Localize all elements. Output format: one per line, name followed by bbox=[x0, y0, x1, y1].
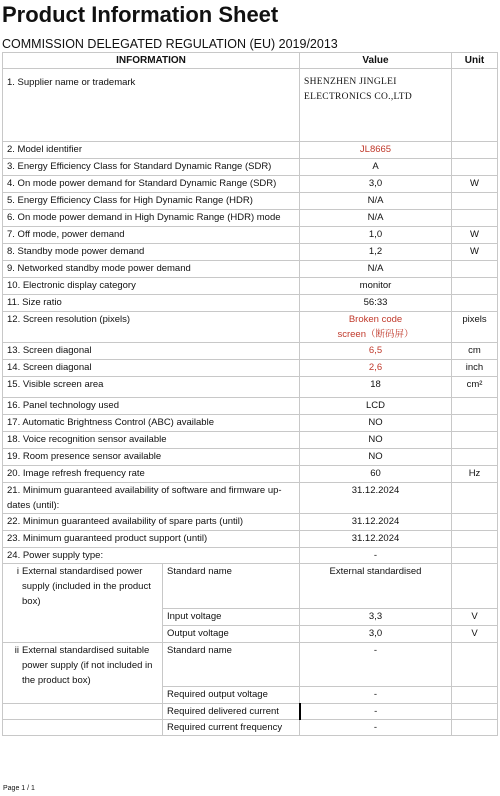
regulation-subtitle: COMMISSION DELEGATED REGULATION (EU) 2019/2013 bbox=[2, 37, 338, 51]
row-value: - bbox=[300, 548, 452, 564]
row-value: 18 bbox=[300, 377, 452, 398]
row-value bbox=[300, 69, 452, 142]
power-i-label: External standardised power supply (included in the product box) bbox=[22, 566, 151, 607]
power-i-output-voltage-label: Output voltage bbox=[163, 626, 300, 643]
row-label: 5. Energy Efficiency Class for High Dynamic Range (HDR) bbox=[3, 193, 300, 210]
row-unit: cm² bbox=[452, 377, 498, 398]
power-i-input-voltage-label: Input voltage bbox=[163, 609, 300, 626]
power-i-marker: i bbox=[16, 566, 19, 577]
row-label: 1. Supplier name or trademark bbox=[3, 69, 300, 142]
row-label: 16. Panel technology used bbox=[3, 398, 300, 415]
power-i-standard-name-label: Standard name bbox=[163, 564, 300, 609]
row-value: 2,6 bbox=[300, 360, 452, 377]
row-value: NO bbox=[300, 432, 452, 449]
row-value: 1,2 bbox=[300, 244, 452, 261]
table-row bbox=[3, 343, 498, 360]
row-unit: W bbox=[452, 176, 498, 193]
power-i-label-cell bbox=[3, 564, 163, 643]
table-row bbox=[3, 466, 498, 483]
row-unit bbox=[452, 261, 498, 278]
row-unit bbox=[452, 449, 498, 466]
table-row bbox=[3, 210, 498, 227]
power-ii-frequency-row bbox=[3, 720, 498, 736]
row-unit bbox=[452, 514, 498, 531]
row-value: 1,0 bbox=[300, 227, 452, 244]
header-value: Value bbox=[300, 53, 452, 69]
table-row bbox=[3, 193, 498, 210]
table-row bbox=[3, 176, 498, 193]
power-ii-label-cell bbox=[3, 643, 163, 704]
row-value: 6,5 bbox=[300, 343, 452, 360]
row-label: 8. Standby mode power demand bbox=[3, 244, 300, 261]
row-value: 31.12.2024 bbox=[300, 483, 452, 514]
header-information: INFORMATION bbox=[3, 53, 300, 69]
row-label: 3. Energy Efficiency Class for Standard Dynamic Range (SDR) bbox=[3, 159, 300, 176]
table-row bbox=[3, 261, 498, 278]
row-label: 2. Model identifier bbox=[3, 142, 300, 159]
table-row bbox=[3, 278, 498, 295]
table-row bbox=[3, 377, 498, 398]
power-i-output-voltage-value: 3,0 bbox=[300, 626, 452, 643]
row-label: 7. Off mode, power demand bbox=[3, 227, 300, 244]
table-header-row bbox=[3, 53, 498, 69]
row-unit: inch bbox=[452, 360, 498, 377]
row-unit bbox=[452, 483, 498, 514]
row-label: 19. Room presence sensor available bbox=[3, 449, 300, 466]
table-row bbox=[3, 514, 498, 531]
product-info-table bbox=[2, 52, 498, 736]
page-number: Page 1 / 1 bbox=[3, 785, 35, 792]
row-label: 14. Screen diagonal bbox=[3, 360, 300, 377]
table-row bbox=[3, 227, 498, 244]
row-value: 60 bbox=[300, 466, 452, 483]
header-unit: Unit bbox=[452, 53, 498, 69]
row-unit bbox=[452, 69, 498, 142]
row-value: 3,0 bbox=[300, 176, 452, 193]
row-label: 21. Minimum guaranteed availability of software and firmware up-dates (until): bbox=[3, 483, 300, 514]
row-value: monitor bbox=[300, 278, 452, 295]
table-row bbox=[3, 432, 498, 449]
row-label: 4. On mode power demand for Standard Dynamic Range (SDR) bbox=[3, 176, 300, 193]
power-ii-label: External standardised suitable power supply (if not included in the product box) bbox=[22, 645, 153, 686]
table-row bbox=[3, 142, 498, 159]
table-row bbox=[3, 244, 498, 261]
table-row bbox=[3, 398, 498, 415]
table-row bbox=[3, 312, 498, 343]
table-row bbox=[3, 69, 498, 142]
row-unit bbox=[452, 278, 498, 295]
row-label: 6. On mode power demand in High Dynamic Range (HDR) mode bbox=[3, 210, 300, 227]
row-value: 31.12.2024 bbox=[300, 531, 452, 548]
row-value: 56:33 bbox=[300, 295, 452, 312]
power-i-output-voltage-unit: V bbox=[452, 626, 498, 643]
power-ii-required-delivered-current-value: - bbox=[300, 704, 452, 720]
power-ii-required-current-frequency-label: Required current frequency bbox=[163, 720, 300, 736]
row-unit: Hz bbox=[452, 466, 498, 483]
row-label: 15. Visible screen area bbox=[3, 377, 300, 398]
page-title: Product Information Sheet bbox=[2, 2, 279, 27]
row-value: N/A bbox=[300, 210, 452, 227]
row-label: 23. Minimum guaranteed product support (until) bbox=[3, 531, 300, 548]
row-unit bbox=[452, 415, 498, 432]
row-value: NO bbox=[300, 415, 452, 432]
power-ii-required-current-frequency-value: - bbox=[300, 720, 452, 736]
row-unit: cm bbox=[452, 343, 498, 360]
power-i-input-voltage-unit: V bbox=[452, 609, 498, 626]
power-ii-required-output-voltage-label: Required output voltage bbox=[163, 687, 300, 704]
power-ii-required-delivered-current-label: Required delivered current bbox=[163, 704, 300, 720]
row-unit bbox=[452, 295, 498, 312]
table-row bbox=[3, 483, 498, 514]
power-ii-standard-name-value: - bbox=[300, 643, 452, 687]
power-i-standard-name-value: External standardised bbox=[300, 564, 452, 609]
row-label: 18. Voice recognition sensor available bbox=[3, 432, 300, 449]
row-label: 12. Screen resolution (pixels) bbox=[3, 312, 300, 343]
table-row bbox=[3, 415, 498, 432]
resolution-line2: screen（断码屏） bbox=[337, 329, 414, 340]
row-unit bbox=[452, 142, 498, 159]
supplier-name-line1: SHENZHEN JINGLEI bbox=[304, 77, 397, 87]
row-value: N/A bbox=[300, 193, 452, 210]
row-label: 22. Minimun guaranteed availability of spare parts (until) bbox=[3, 514, 300, 531]
power-ii-current-row bbox=[3, 704, 498, 720]
table-row bbox=[3, 159, 498, 176]
row-label: 20. Image refresh frequency rate bbox=[3, 466, 300, 483]
row-unit: W bbox=[452, 244, 498, 261]
row-unit bbox=[452, 548, 498, 564]
row-value bbox=[300, 312, 452, 343]
supplier-name-line2: ELECTRONICS CO.,LTD bbox=[304, 92, 413, 102]
row-value: A bbox=[300, 159, 452, 176]
row-unit bbox=[452, 398, 498, 415]
row-value: 31.12.2024 bbox=[300, 514, 452, 531]
row-value: LCD bbox=[300, 398, 452, 415]
row-label: 17. Automatic Brightness Control (ABC) available bbox=[3, 415, 300, 432]
row-unit bbox=[452, 432, 498, 449]
row-label: 24. Power supply type: bbox=[3, 548, 300, 564]
row-label: 13. Screen diagonal bbox=[3, 343, 300, 360]
power-ii-standard-row bbox=[3, 643, 498, 687]
power-i-input-voltage-value: 3,3 bbox=[300, 609, 452, 626]
row-unit bbox=[452, 159, 498, 176]
resolution-line1: Broken code bbox=[348, 314, 403, 325]
row-unit: pixels bbox=[452, 312, 498, 343]
table-row bbox=[3, 360, 498, 377]
row-value: N/A bbox=[300, 261, 452, 278]
table-row bbox=[3, 548, 498, 564]
row-label: 9. Networked standby mode power demand bbox=[3, 261, 300, 278]
row-unit bbox=[452, 531, 498, 548]
power-i-standard-row bbox=[3, 564, 498, 609]
row-unit: W bbox=[452, 227, 498, 244]
row-value: NO bbox=[300, 449, 452, 466]
row-label: 10. Electronic display category bbox=[3, 278, 300, 295]
row-value: JL8665 bbox=[300, 142, 452, 159]
power-ii-required-output-voltage-value: - bbox=[300, 687, 452, 704]
power-ii-standard-name-label: Standard name bbox=[163, 643, 300, 687]
table-row bbox=[3, 531, 498, 548]
row-label: 11. Size ratio bbox=[3, 295, 300, 312]
power-ii-marker: ii bbox=[14, 645, 19, 656]
table-row bbox=[3, 449, 498, 466]
row-unit bbox=[452, 193, 498, 210]
row-unit bbox=[452, 210, 498, 227]
table-row bbox=[3, 295, 498, 312]
